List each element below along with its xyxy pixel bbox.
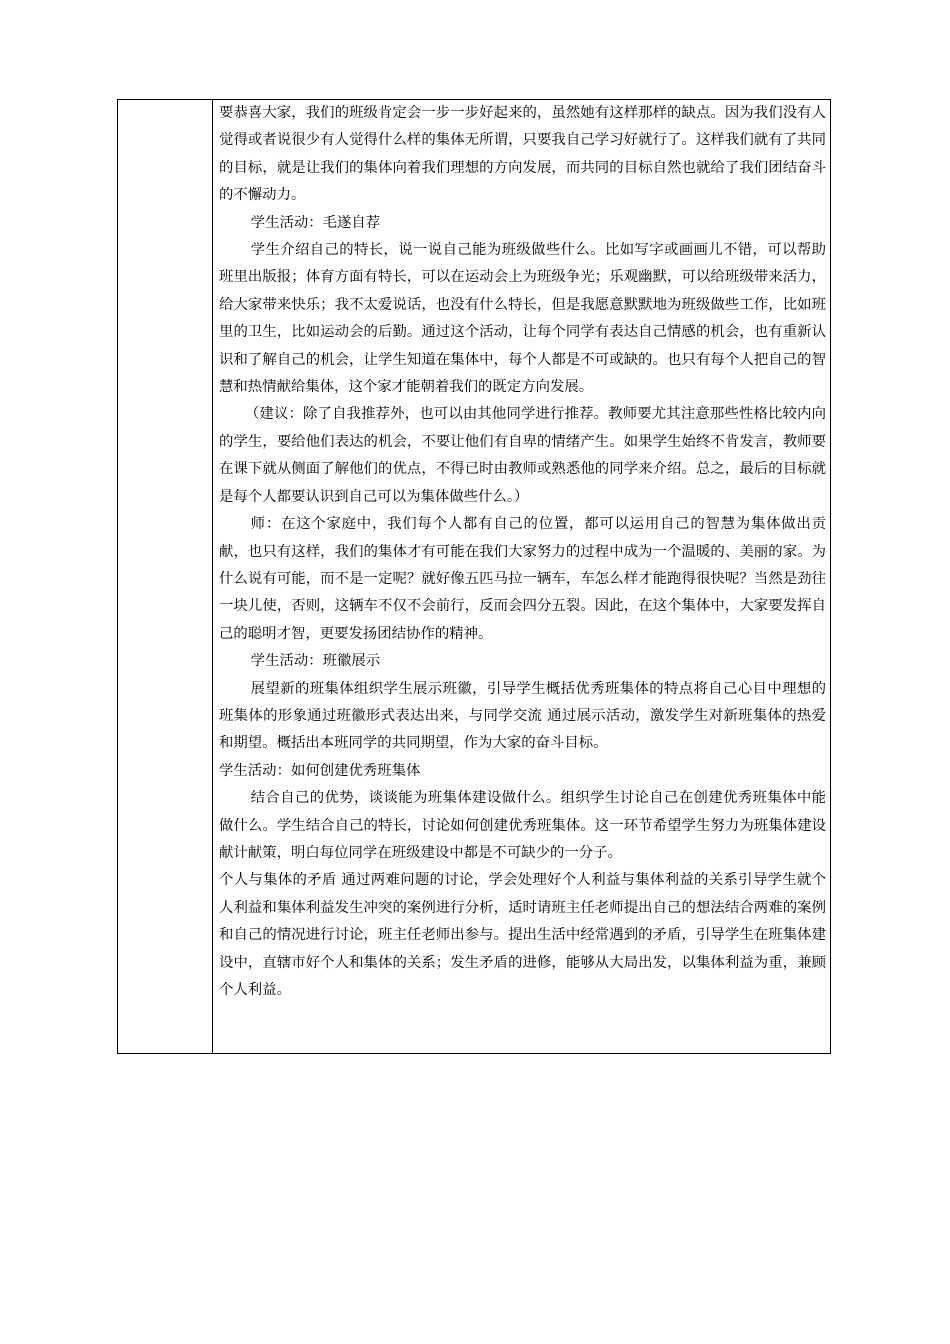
paragraph-suggestion: （建议：除了自我推荐外，也可以由其他同学进行推荐。教师要尤其注意那些性格比较内向的学生，要给他们表达的机会，不要让他们有自卑的情绪产生。如果学生始终不肯发言，教师要在课下就从侧面了解他们的优点，不得已时由教师或熟悉他的同学来介绍。总之，最后的目标就是每个人都要认识到自己可以为集体做些什么。） — [219, 406, 826, 505]
document-table — [117, 99, 831, 1054]
activity-heading-class-badge: 学生活动：班徽展示 — [250, 653, 381, 670]
paragraph-self-recommend: 学生介绍自己的特长，说一说自己能为班级做些什么。比如写字或画画儿不错，可以帮助班里出版报；体育方面有特长，可以在运动会上为班级争光；乐观幽默，可以给班级带来活力，给大家带来快乐；我不太爱说话，也没有什么特长，但是我愿意默默地为班级做些工作，比如班里的卫生，比如运动会的后勤。通过这个活动，让每个同学有表达自己情感的机会，也有重新认识和了解自己的机会，让学生知道在集体中，每个人都是不可或缺的。也只有每个人把自己的智慧和热情献给集体，这个家才能朝着我们的既定方向发展。 — [219, 242, 826, 396]
table-content-column — [213, 100, 830, 1053]
activity-heading-build-class: 学生活动：如何创建优秀班集体 — [219, 762, 421, 779]
paragraph-individual-vs-collective: 个人与集体的矛盾 通过两难问题的讨论，学会处理好个人利益与集体利益的关系引导学生就个人利益和集体利益发生冲突的案例进行分析，适时请班主任老师提出自己的想法结合两难的案例和自己的情况进行讨论，班主任老师出参与。提出生活中经常遇到的矛盾，引导学生在班集体建设中，直辖市好个人和集体的关系；发生矛盾的进修，能够从大局出发，以集体利益为重，兼顾个人利益。 — [219, 872, 826, 998]
paragraph-class-badge: 展望新的班集体组织学生展示班徽，引导学生概括优秀班集体的特点将自己心目中理想的班集体的形象通过班徽形式表达出来，与同学交流 通过展示活动，激发学生对新班集体的热爱和期望。概括出本班同学的共同期望，作为大家的奋斗目标。 — [219, 680, 826, 752]
paragraph-intro: 要恭喜大家，我们的班级肯定会一步一步好起来的，虽然她有这样那样的缺点。因为我们没有人觉得或者说很少有人觉得什么样的集体无所谓，只要我自己学习好就行了。这样我们就有了共同的目标，就是让我们的集体向着我们理想的方向发展，而共同的目标自然也就给了我们团结奋斗的不懈动力。 — [219, 105, 826, 204]
table-left-column — [118, 100, 213, 1053]
paragraph-build-class: 结合自己的优势，谈谈能为班集体建设做什么。组织学生讨论自己在创建优秀班集体中能做什么。学生结合自己的特长，讨论如何创建优秀班集体。这一环节希望学生努力为班集体建设献计献策，明白每位同学在班级建设中都是不可缺少的一分子。 — [219, 790, 826, 861]
activity-heading-self-recommend: 学生活动：毛遂自荐 — [250, 214, 381, 231]
paragraph-teacher: 师：在这个家庭中，我们每个人都有自己的位置，都可以运用自己的智慧为集体做出贡献，也只有这样，我们的集体才有可能在我们大家努力的过程中成为一个温暖的、美丽的家。为什么说有可能，而不是一定呢？就好像五匹马拉一辆车，车怎么样才能跑得很快呢？当然是劲往一块儿使，否则，这辆车不仅不会前行，反而会四分五裂。因此，在这个集体中，大家要发挥自己的聪明才智，更要发扬团结协作的精神。 — [219, 516, 826, 642]
